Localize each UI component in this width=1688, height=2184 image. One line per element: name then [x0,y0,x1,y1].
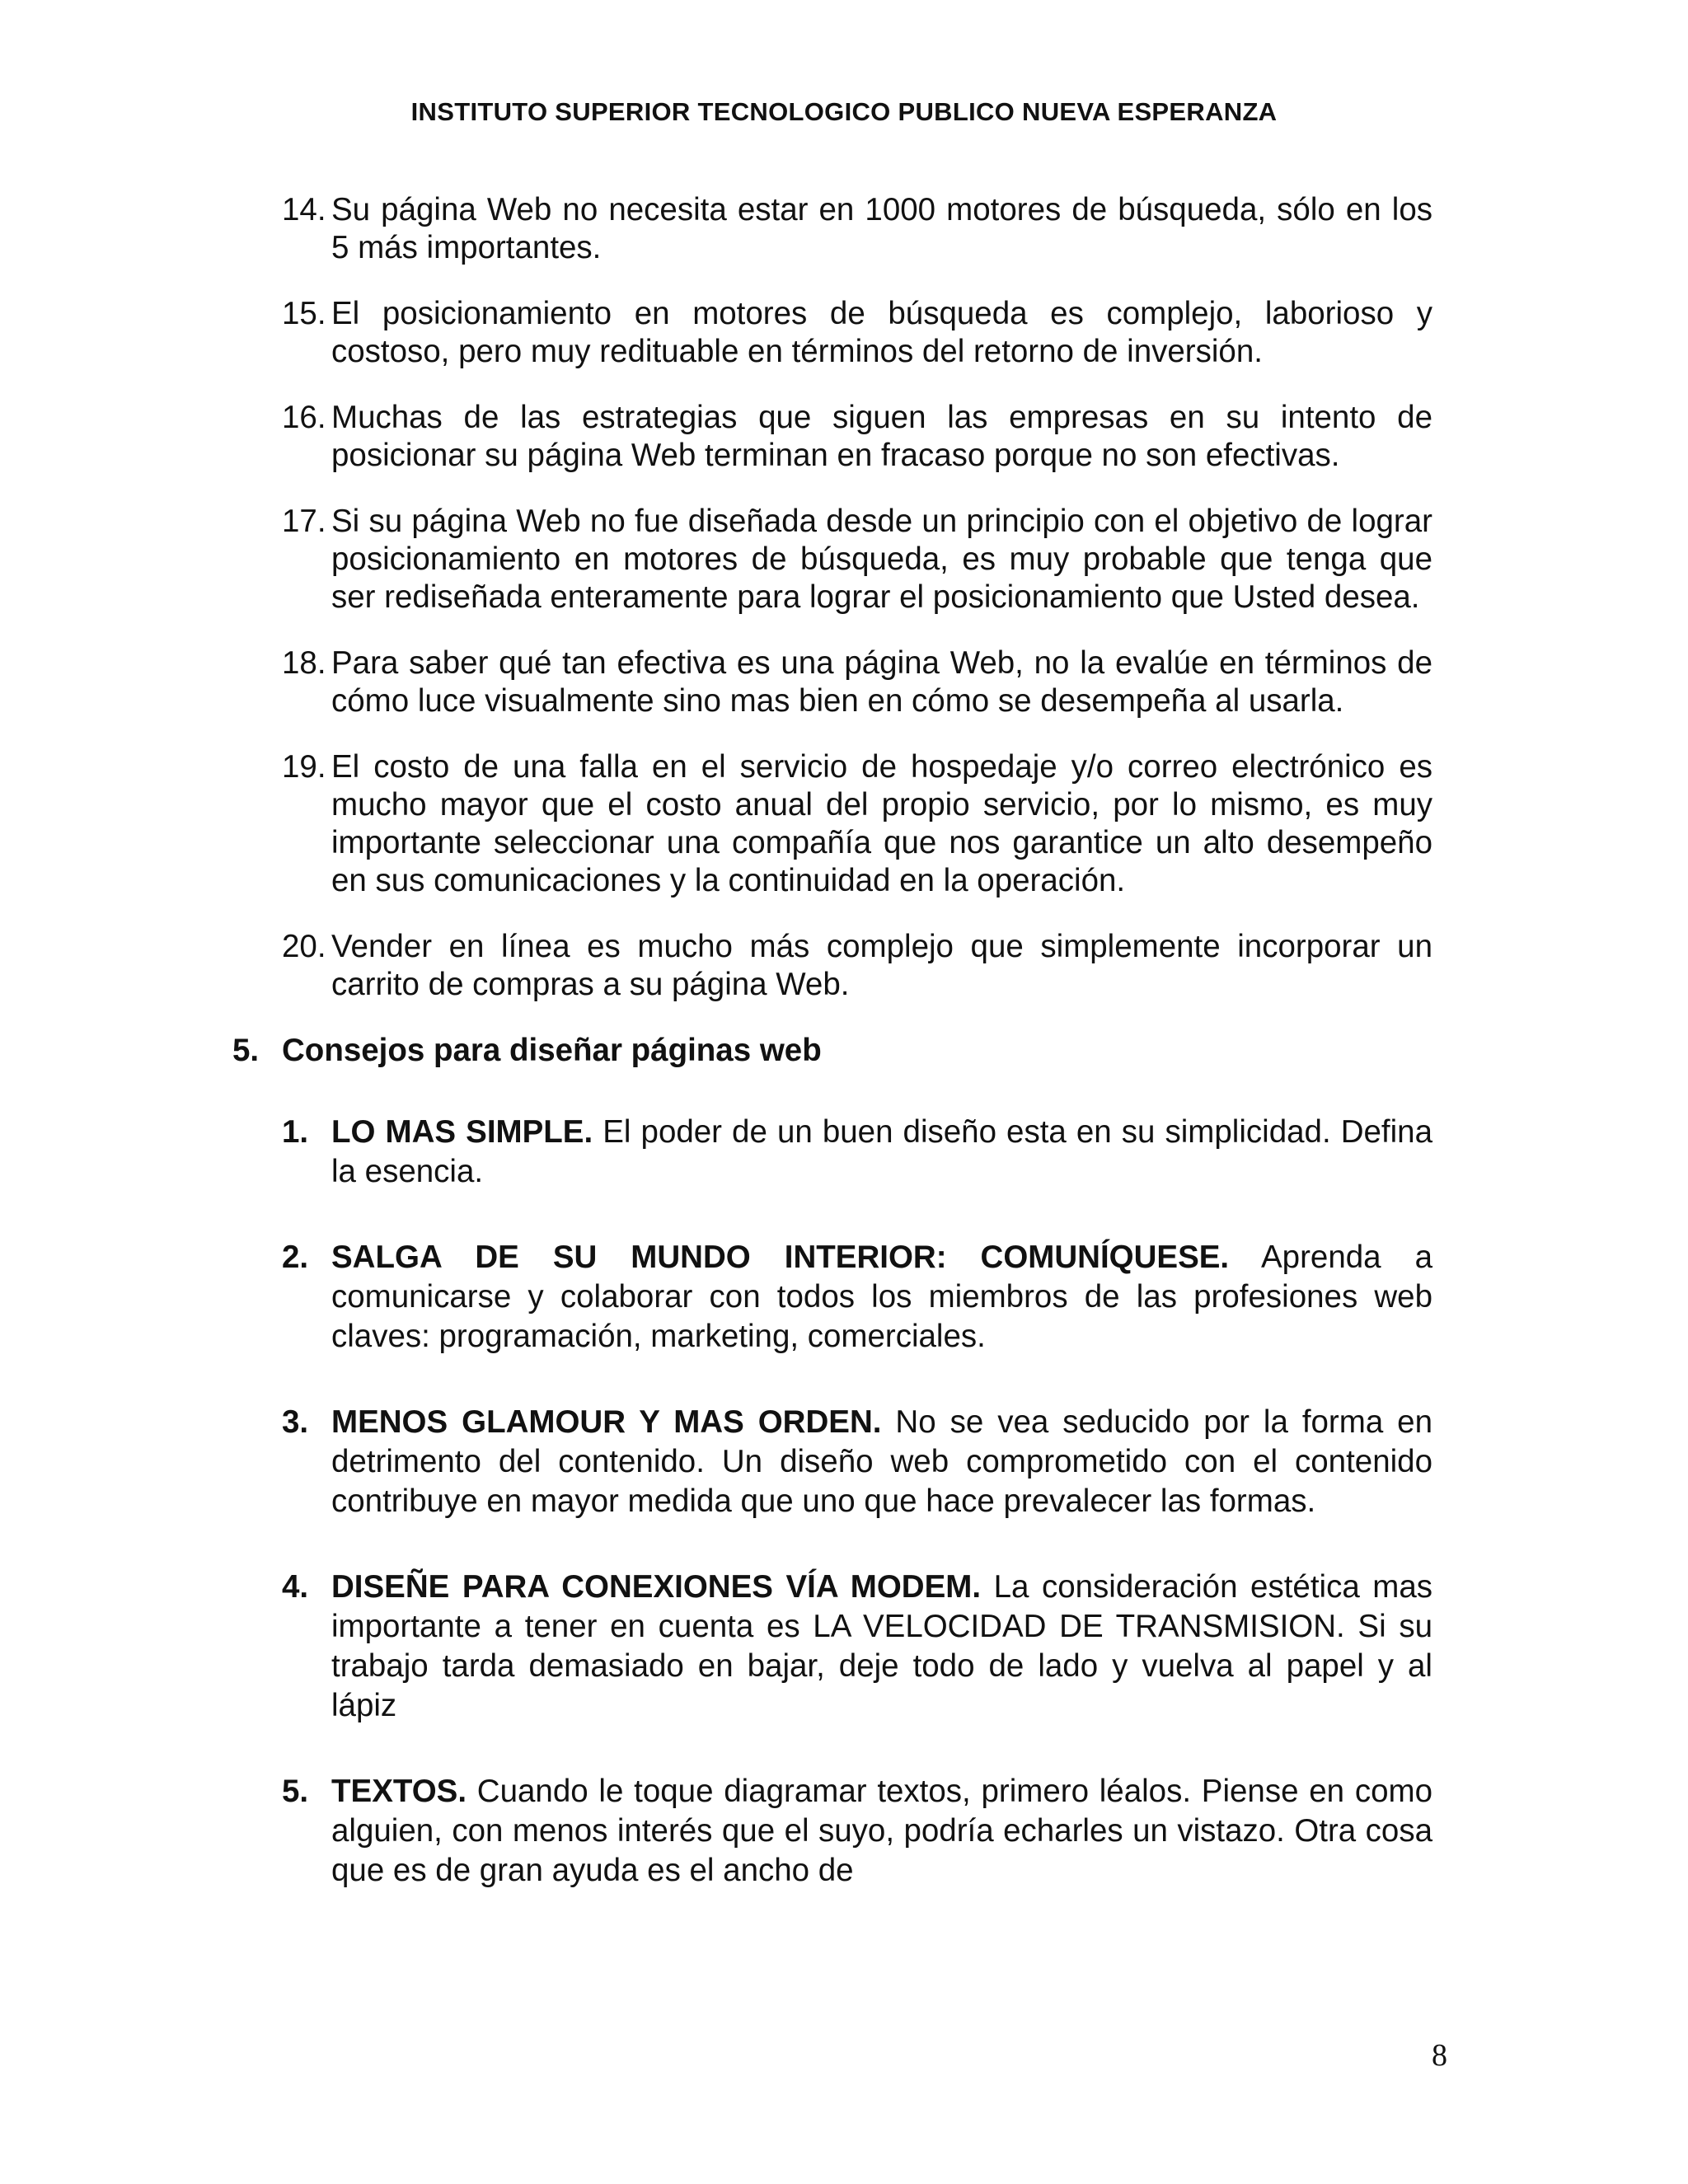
list-item-text: Muchas de las estrategias que siguen las empresas en su intento de posicionar su página Web terminan en fracaso porque no son efectivas. [331,400,1432,473]
page-content [232,191,1432,1937]
list-item-number: 20. [282,929,326,964]
tip-number: 4. [282,1569,309,1605]
page-header: INSTITUTO SUPERIOR TECNOLOGICO PUBLICO NUEVA ESPERANZA [410,97,1278,126]
tip-lead: SALGA DE SU MUNDO INTERIOR: COMUNÍQUESE. [331,1240,1230,1275]
tip-body: La consideración estética mas importante a tener en cuenta es LA VELOCIDAD DE TRANSMISION. Si su trabajo tarda demasiado en bajar, deje todo de lado y vuelva al papel y al lápiz [331,1569,1432,1723]
list-item-text: Para saber qué tan efectiva es una página Web, no la evalúe en términos de cómo luce visualmente sino mas bien en cómo se desempeña al usarla. [331,645,1432,719]
list-item-text: Si su página Web no fue diseñada desde un principio con el objetivo de lograr posicionamiento en motores de búsqueda, es muy probable que tenga que ser rediseñada enteramente para lograr el posicionamiento que Usted desea. [331,504,1432,615]
tip-item [282,1403,1432,1521]
section-heading [232,1032,1432,1070]
numbered-list-continuation [282,191,1432,1004]
tip-body: Aprenda a comunicarse y colaborar con todos los miembros de las profesiones web claves: programación, marketing, comerciales. [331,1240,1432,1354]
list-item-number: 15. [282,296,326,331]
list-item [282,191,1432,267]
tip-number: 3. [282,1404,309,1440]
list-item-number: 17. [282,504,326,539]
tip-lead: MENOS GLAMOUR Y MAS ORDEN. [331,1404,882,1440]
tip-item [282,1772,1432,1891]
tip-text [331,1403,1432,1521]
tip-item [282,1568,1432,1726]
tip-text [331,1772,1432,1891]
tip-number: 1. [282,1114,309,1150]
list-item [282,503,1432,616]
tip-number: 2. [282,1240,309,1275]
list-item-number: 16. [282,400,326,435]
list-item-text: Su página Web no necesita estar en 1000 motores de búsqueda, sólo en los 5 más importantes. [331,192,1432,265]
tip-body: El poder de un buen diseño esta en su simplicidad. Defina la esencia. [331,1114,1432,1189]
list-item-text: El costo de una falla en el servicio de hospedaje y/o correo electrónico es mucho mayor que el costo anual del propio servicio, por lo mismo, es muy importante seleccionar una compañía que nos garantice un alto desempeño en sus comunicaciones y la continuidad en la operación. [331,749,1432,898]
tip-text [331,1113,1432,1192]
list-item-number: 14. [282,192,326,227]
tip-text [331,1238,1432,1357]
list-item [282,748,1432,900]
tip-lead: TEXTOS. [331,1774,467,1809]
tip-body: No se vea seducido por la forma en detrimento del contenido. Un diseño web comprometido con el contenido contribuye en mayor medida que uno que hace prevalecer las formas. [331,1404,1433,1519]
list-item [282,928,1432,1004]
tip-item [282,1113,1432,1192]
tip-text [331,1568,1432,1726]
tip-number: 5. [282,1774,309,1809]
page-number: 8 [1432,2038,1447,2073]
tip-body: Cuando le toque diagramar textos, primero léalos. Piense en como alguien, con menos interés que el suyo, podría echarles un vistazo. Otra cosa que es de gran ayuda es el ancho de [331,1774,1432,1888]
tip-lead: DISEÑE PARA CONEXIONES VÍA MODEM. [331,1569,982,1605]
list-item [282,399,1432,475]
section-number: 5. [232,1033,260,1068]
list-item-text: El posicionamiento en motores de búsqueda es complejo, laborioso y costoso, pero muy redituable en términos del retorno de inversión. [331,296,1432,369]
tips-list [282,1113,1432,1891]
section-title: Consejos para diseñar páginas web [282,1033,822,1068]
list-item-number: 18. [282,645,326,681]
tip-item [282,1238,1432,1357]
list-item [282,644,1432,720]
tip-lead: LO MAS SIMPLE. [331,1114,593,1150]
list-item-number: 19. [282,749,326,785]
list-item-text: Vender en línea es mucho más complejo que simplemente incorporar un carrito de compras a su página Web. [331,929,1432,1002]
list-item [282,295,1432,371]
